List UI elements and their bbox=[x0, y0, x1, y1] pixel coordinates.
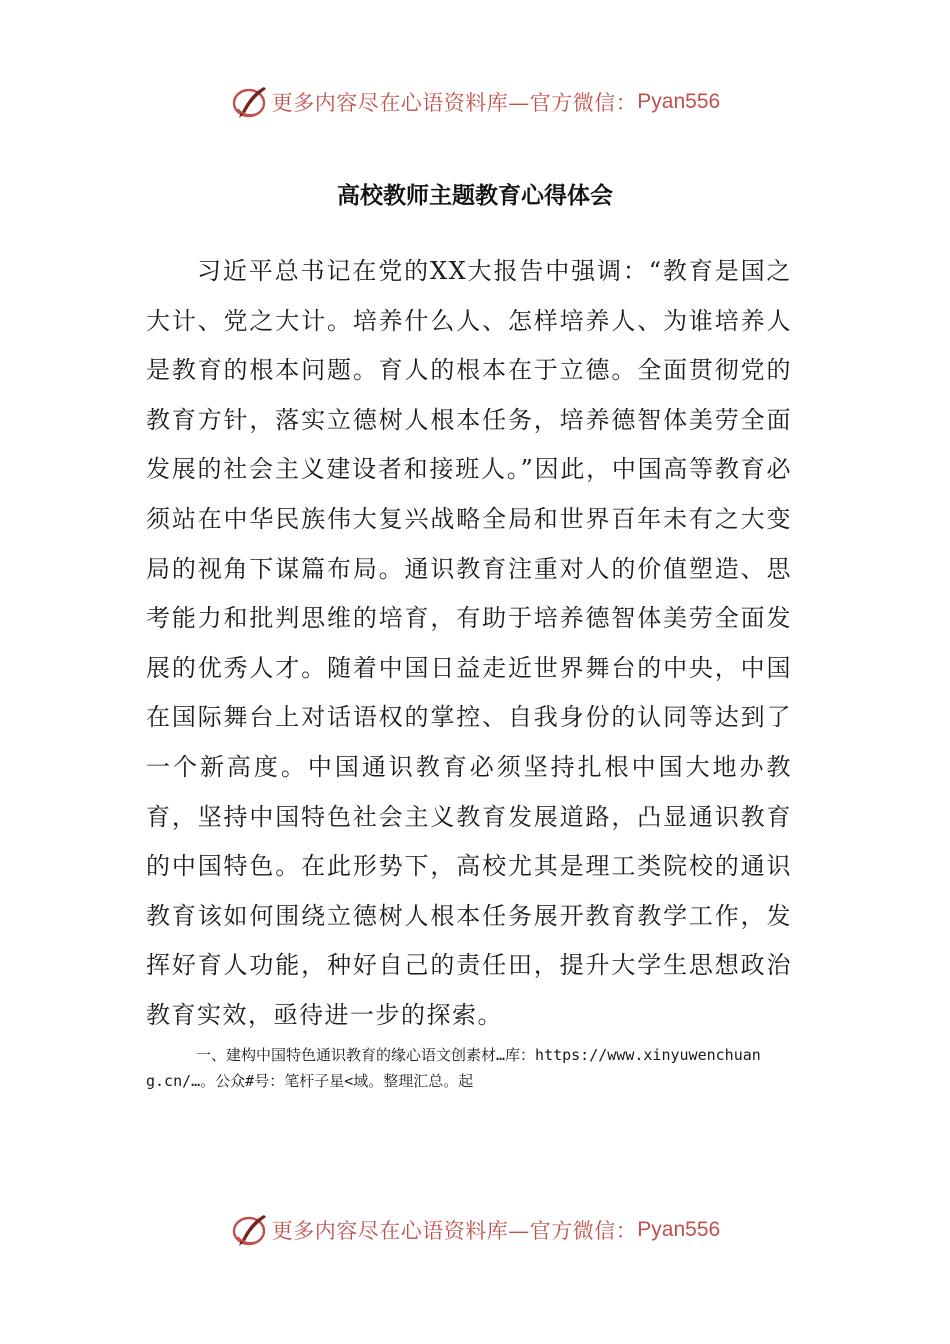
banner-wechat-label: 官方微信： bbox=[529, 91, 638, 115]
quill-pen-logo-icon bbox=[230, 1210, 270, 1250]
banner-wechat-id: Pyan556 bbox=[637, 1218, 721, 1241]
footnote-text: 一、建构中国特色通识教育的缘心语文创素材…库：https://www.xinyuwenchuang.cn/…。公众#号：笔杆子星<域。整理汇总。起 bbox=[146, 1046, 761, 1090]
header-banner bbox=[0, 80, 950, 124]
quill-pen-logo-icon bbox=[230, 82, 270, 122]
document-title: 高校教师主题教育心得体会 bbox=[337, 182, 613, 209]
banner-wechat-label: 官方微信： bbox=[529, 1219, 638, 1243]
banner-slogan: 更多内容尽在心语资料库— bbox=[271, 91, 530, 115]
footer-banner bbox=[0, 1208, 950, 1252]
banner-slogan: 更多内容尽在心语资料库— bbox=[271, 1219, 530, 1243]
banner-wechat-id: Pyan556 bbox=[637, 90, 721, 113]
body-paragraph: 习近平总书记在党的XX大报告中强调：“教育是国之大计、党之大计。培养什么人、怎样培养人、为谁培养人是教育的根本问题。育人的根本在于立德。全面贯彻党的教育方针，落实立德树人根本任务，培养德智体美劳全面发展的社会主义建设者和接班人。”因此，中国高等教育必须站在中华民族伟大复兴战略全局和世界百年未有之大变局的视角下谋篇布局。通识教育注重对人的价值塑造、思考能力和批判思维的培育，有助于培养德智体美劳全面发展的优秀人才。随着中国日益走近世界舞台的中央，中国在国际舞台上对话语权的掌控、自我身份的认同等达到了一个新高度。中国通识教育必须坚持扎根中国大地办教育，坚持中国特色社会主义教育发展道路，凸显通识教育的中国特色。在此形势下，高校尤其是理工类院校的通识教育该如何围绕立德树人根本任务展开教育教学工作，发挥好育人功能，种好自己的责任田，提升大学生思想政治教育实效，亟待进一步的探索。 bbox=[146, 257, 792, 1029]
